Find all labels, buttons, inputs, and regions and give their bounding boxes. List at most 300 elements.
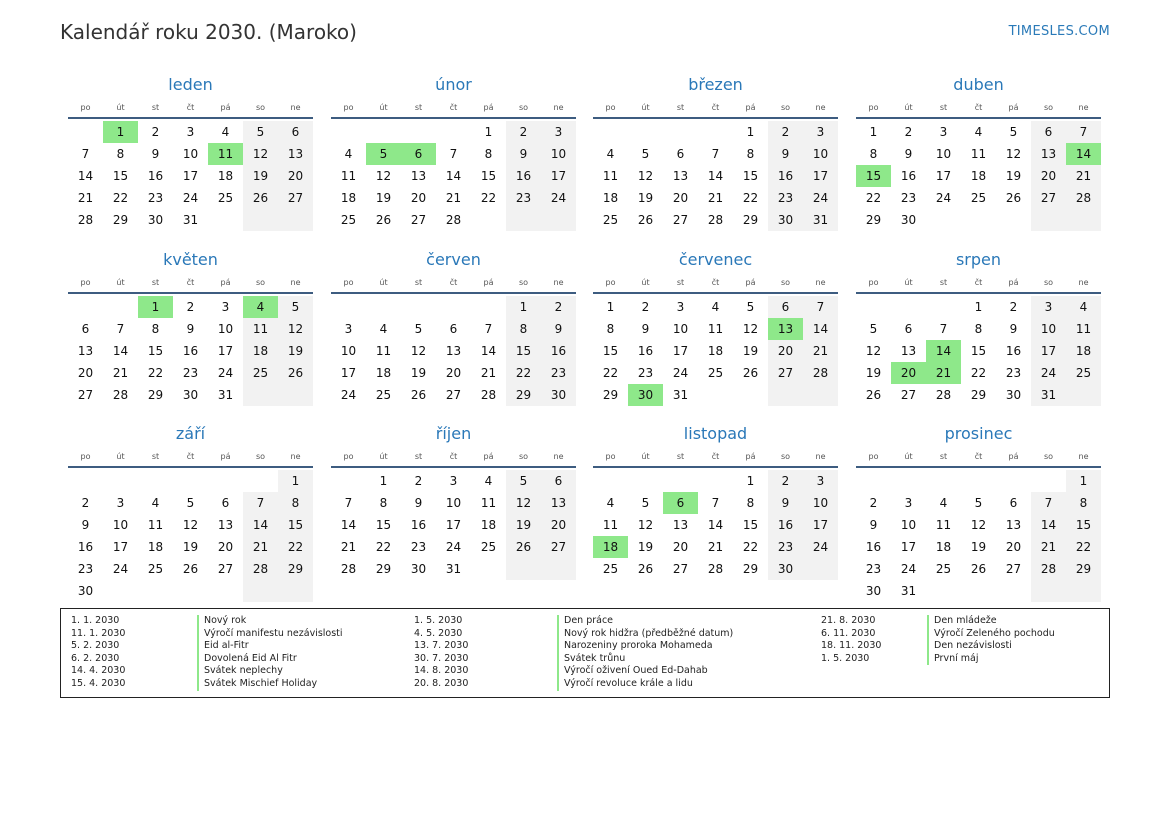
- day-cell: 24: [112, 562, 129, 576]
- day-cell: 28: [112, 388, 129, 402]
- month-červenec: [593, 247, 838, 406]
- weekday-label: st: [414, 451, 423, 461]
- day-cell: 25: [375, 388, 392, 402]
- empty-cell: [401, 296, 436, 318]
- day-cell: 1: [746, 474, 755, 488]
- weekday-label: pá: [220, 102, 231, 112]
- empty-cell: [663, 121, 698, 143]
- day-cell: 17: [1031, 340, 1066, 362]
- weekday-header: [331, 447, 576, 465]
- day-cell: 7: [939, 322, 948, 336]
- holiday-date: 14. 4. 2030: [71, 665, 126, 677]
- day-cell: 3: [186, 125, 195, 139]
- day-cell: 9: [81, 518, 90, 532]
- day-cell: 2: [768, 470, 803, 492]
- empty-cell: [103, 470, 138, 492]
- weekday-label: čt: [711, 451, 720, 461]
- day-cell: 6: [1009, 496, 1018, 510]
- empty-cell: [698, 121, 733, 143]
- day-cell: 26: [506, 536, 541, 558]
- day-cell: 17: [803, 514, 838, 536]
- month-prosinec: [856, 421, 1101, 602]
- day-cell: 28: [243, 558, 278, 580]
- day-cell: 30: [628, 384, 663, 406]
- day-cell: 20: [217, 540, 234, 554]
- day-cell: 31: [445, 562, 462, 576]
- day-cell: 6: [663, 492, 698, 514]
- day-cell: 4: [974, 125, 983, 139]
- holiday-date: 6. 2. 2030: [71, 652, 120, 664]
- day-cell: 10: [900, 518, 917, 532]
- day-cell: 26: [742, 366, 759, 380]
- empty-cell: [173, 470, 208, 492]
- day-cell: 8: [506, 318, 541, 340]
- day-cell: 15: [970, 344, 987, 358]
- day-grid: [593, 121, 838, 231]
- day-cell: 26: [865, 388, 882, 402]
- day-cell: 13: [672, 518, 689, 532]
- day-cell: 14: [480, 344, 497, 358]
- day-cell: 12: [1005, 147, 1022, 161]
- empty-cell: [366, 296, 401, 318]
- day-cell: 16: [147, 169, 164, 183]
- day-cell: 8: [116, 147, 125, 161]
- weekday-header: [593, 98, 838, 116]
- day-cell: 25: [147, 562, 164, 576]
- day-cell: 3: [449, 474, 458, 488]
- day-cell: 19: [637, 540, 654, 554]
- day-cell: 1: [974, 300, 983, 314]
- month-name: září: [175, 424, 206, 443]
- day-cell: 11: [602, 518, 619, 532]
- day-cell: 18: [707, 344, 724, 358]
- day-grid: [856, 296, 1101, 406]
- empty-cell: [243, 384, 278, 406]
- day-cell: 23: [865, 562, 882, 576]
- weekday-label: čt: [186, 102, 195, 112]
- holiday-dates-column: [71, 615, 125, 691]
- empty-cell: [68, 296, 103, 318]
- day-cell: 5: [243, 121, 278, 143]
- day-grid: [593, 296, 838, 406]
- day-cell: 23: [637, 366, 654, 380]
- day-cell: 22: [375, 540, 392, 554]
- day-cell: 29: [742, 562, 759, 576]
- empty-cell: [926, 209, 961, 231]
- day-cell: 23: [410, 540, 427, 554]
- header-rule: [856, 466, 1101, 468]
- day-cell: 16: [182, 344, 199, 358]
- day-cell: 1: [746, 125, 755, 139]
- weekday-label: st: [676, 102, 685, 112]
- weekday-label: pá: [1008, 277, 1019, 287]
- empty-cell: [961, 209, 996, 231]
- header-rule: [593, 466, 838, 468]
- site-link[interactable]: TIMESLES.COM: [1008, 24, 1110, 39]
- weekday-label: so: [780, 102, 791, 112]
- day-cell: 15: [856, 165, 891, 187]
- day-cell: 7: [1066, 121, 1101, 143]
- day-cell: 21: [707, 540, 724, 554]
- holiday-name: Dovolená Eid Al Fitr: [197, 653, 343, 666]
- day-cell: 14: [926, 340, 961, 362]
- month-name: květen: [163, 250, 218, 269]
- empty-cell: [891, 470, 926, 492]
- weekday-label: st: [939, 451, 948, 461]
- weekday-label: so: [780, 277, 791, 287]
- day-cell: 19: [375, 191, 392, 205]
- day-cell: 3: [221, 300, 230, 314]
- weekday-label: út: [904, 451, 913, 461]
- day-cell: 24: [935, 191, 952, 205]
- day-cell: 11: [935, 518, 952, 532]
- month-name: leden: [168, 75, 213, 94]
- day-cell: 6: [81, 322, 90, 336]
- day-cell: 29: [970, 388, 987, 402]
- day-cell: 9: [904, 147, 913, 161]
- day-cell: 17: [182, 169, 199, 183]
- holiday-date: 30. 7. 2030: [414, 652, 469, 664]
- day-cell: 14: [1066, 143, 1101, 165]
- empty-cell: [961, 470, 996, 492]
- holiday-name: První máj: [927, 653, 1055, 666]
- day-cell: 15: [506, 340, 541, 362]
- empty-cell: [103, 296, 138, 318]
- month-květen: [68, 247, 313, 406]
- day-cell: 26: [637, 213, 654, 227]
- weekday-label: st: [151, 451, 160, 461]
- day-cell: 31: [182, 213, 199, 227]
- day-cell: 9: [641, 322, 650, 336]
- day-cell: 29: [147, 388, 164, 402]
- day-cell: 9: [414, 496, 423, 510]
- weekday-label: ne: [553, 451, 564, 461]
- day-cell: 12: [637, 518, 654, 532]
- weekday-label: st: [939, 102, 948, 112]
- weekday-header: [593, 273, 838, 291]
- weekday-label: čt: [449, 102, 458, 112]
- day-cell: 29: [1066, 558, 1101, 580]
- day-cell: 13: [278, 143, 313, 165]
- day-cell: 13: [900, 344, 917, 358]
- day-cell: 21: [926, 362, 961, 384]
- empty-cell: [138, 580, 173, 602]
- day-cell: 2: [81, 496, 90, 510]
- empty-cell: [471, 558, 506, 580]
- weekday-label: so: [255, 102, 266, 112]
- day-cell: 25: [935, 562, 952, 576]
- empty-cell: [471, 296, 506, 318]
- empty-cell: [1066, 384, 1101, 406]
- day-cell: 29: [112, 213, 129, 227]
- day-cell: 30: [768, 558, 803, 580]
- day-cell: 27: [672, 562, 689, 576]
- day-cell: 5: [186, 496, 195, 510]
- day-cell: 8: [746, 147, 755, 161]
- empty-cell: [1066, 580, 1101, 602]
- weekday-label: pá: [220, 451, 231, 461]
- day-cell: 20: [278, 165, 313, 187]
- day-cell: 21: [445, 191, 462, 205]
- day-cell: 12: [865, 344, 882, 358]
- empty-cell: [698, 384, 733, 406]
- day-cell: 30: [410, 562, 427, 576]
- day-cell: 8: [278, 492, 313, 514]
- weekday-label: st: [676, 451, 685, 461]
- empty-cell: [243, 209, 278, 231]
- day-cell: 28: [935, 388, 952, 402]
- day-grid: [593, 470, 838, 580]
- day-cell: 8: [606, 322, 615, 336]
- day-cell: 25: [480, 540, 497, 554]
- month-září: [68, 421, 313, 602]
- page-title: Kalendář roku 2030. (Maroko): [60, 20, 357, 44]
- day-cell: 16: [768, 514, 803, 536]
- day-cell: 14: [445, 169, 462, 183]
- day-cell: 5: [641, 147, 650, 161]
- weekday-label: po: [343, 451, 354, 461]
- empty-cell: [506, 209, 541, 231]
- empty-cell: [68, 121, 103, 143]
- day-cell: 2: [186, 300, 195, 314]
- day-grid: [68, 121, 313, 231]
- day-cell: 12: [970, 518, 987, 532]
- weekday-label: čt: [711, 277, 720, 287]
- day-cell: 1: [484, 125, 493, 139]
- day-cell: 17: [935, 169, 952, 183]
- day-cell: 8: [746, 496, 755, 510]
- day-cell: 19: [637, 191, 654, 205]
- day-grid: [856, 121, 1101, 231]
- day-cell: 22: [480, 191, 497, 205]
- day-cell: 29: [742, 213, 759, 227]
- day-cell: 19: [865, 366, 882, 380]
- empty-cell: [506, 558, 541, 580]
- day-cell: 11: [480, 496, 497, 510]
- day-cell: 20: [672, 540, 689, 554]
- day-cell: 10: [112, 518, 129, 532]
- month-říjen: [331, 421, 576, 580]
- day-cell: 25: [602, 562, 619, 576]
- weekday-label: pá: [483, 451, 494, 461]
- day-cell: 14: [707, 518, 724, 532]
- weekday-label: pá: [745, 451, 756, 461]
- weekday-label: ne: [1078, 277, 1089, 287]
- day-cell: 1: [506, 296, 541, 318]
- month-srpen: [856, 247, 1101, 406]
- day-cell: 7: [449, 147, 458, 161]
- day-cell: 14: [112, 344, 129, 358]
- day-cell: 11: [208, 143, 243, 165]
- month-březen: [593, 72, 838, 231]
- day-cell: 8: [1066, 492, 1101, 514]
- day-cell: 11: [243, 318, 278, 340]
- day-cell: 13: [410, 169, 427, 183]
- empty-cell: [996, 209, 1031, 231]
- day-cell: 24: [541, 187, 576, 209]
- day-cell: 15: [112, 169, 129, 183]
- weekday-label: so: [780, 451, 791, 461]
- day-cell: 5: [414, 322, 423, 336]
- day-cell: 29: [375, 562, 392, 576]
- day-cell: 31: [900, 584, 917, 598]
- day-cell: 28: [1031, 558, 1066, 580]
- header-rule: [68, 117, 313, 119]
- empty-cell: [628, 121, 663, 143]
- day-cell: 22: [1066, 536, 1101, 558]
- empty-cell: [803, 558, 838, 580]
- day-cell: 23: [506, 187, 541, 209]
- empty-cell: [733, 384, 768, 406]
- day-cell: 12: [410, 344, 427, 358]
- day-cell: 1: [1066, 470, 1101, 492]
- day-cell: 3: [939, 125, 948, 139]
- day-cell: 22: [865, 191, 882, 205]
- empty-cell: [803, 384, 838, 406]
- header-rule: [331, 117, 576, 119]
- month-name: duben: [953, 75, 1004, 94]
- day-cell: 22: [147, 366, 164, 380]
- day-cell: 7: [81, 147, 90, 161]
- day-cell: 2: [414, 474, 423, 488]
- day-cell: 26: [410, 388, 427, 402]
- month-name: prosinec: [944, 424, 1013, 443]
- day-cell: 26: [278, 362, 313, 384]
- day-cell: 15: [1066, 514, 1101, 536]
- day-cell: 18: [1066, 340, 1101, 362]
- day-cell: 22: [742, 191, 759, 205]
- holiday-date: 1. 5. 2030: [414, 615, 463, 626]
- day-cell: 24: [1031, 362, 1066, 384]
- day-cell: 9: [151, 147, 160, 161]
- weekday-label: st: [939, 277, 948, 287]
- holiday-name: Den mládeže: [927, 615, 1055, 628]
- day-cell: 14: [77, 169, 94, 183]
- day-cell: 13: [77, 344, 94, 358]
- day-cell: 29: [865, 213, 882, 227]
- empty-cell: [471, 209, 506, 231]
- empty-cell: [541, 558, 576, 580]
- day-cell: 4: [243, 296, 278, 318]
- day-cell: 6: [221, 496, 230, 510]
- day-cell: 18: [217, 169, 234, 183]
- month-únor: [331, 72, 576, 231]
- day-grid: [68, 470, 313, 602]
- day-cell: 20: [541, 514, 576, 536]
- empty-cell: [628, 470, 663, 492]
- month-name: únor: [435, 75, 472, 94]
- day-cell: 2: [869, 496, 878, 510]
- day-cell: 13: [541, 492, 576, 514]
- day-cell: 20: [891, 362, 926, 384]
- day-cell: 12: [506, 492, 541, 514]
- day-cell: 1: [278, 470, 313, 492]
- empty-cell: [366, 121, 401, 143]
- weekday-label: ne: [815, 277, 826, 287]
- day-cell: 30: [865, 584, 882, 598]
- weekday-label: po: [868, 102, 879, 112]
- empty-cell: [103, 580, 138, 602]
- day-cell: 4: [711, 300, 720, 314]
- weekday-label: so: [518, 451, 529, 461]
- day-cell: 24: [340, 388, 357, 402]
- empty-cell: [1031, 470, 1066, 492]
- day-cell: 31: [217, 388, 234, 402]
- day-cell: 18: [602, 191, 619, 205]
- day-cell: 5: [746, 300, 755, 314]
- day-cell: 24: [803, 536, 838, 558]
- day-cell: 9: [768, 492, 803, 514]
- day-cell: 7: [484, 322, 493, 336]
- day-cell: 28: [707, 213, 724, 227]
- day-cell: 4: [151, 496, 160, 510]
- weekday-label: út: [116, 277, 125, 287]
- day-cell: 24: [803, 187, 838, 209]
- day-cell: 12: [375, 169, 392, 183]
- day-cell: 12: [182, 518, 199, 532]
- weekday-label: pá: [1008, 102, 1019, 112]
- holiday-date: 20. 8. 2030: [414, 677, 469, 689]
- weekday-label: ne: [1078, 451, 1089, 461]
- holiday-name: Výročí revoluce krále a lidu: [557, 678, 733, 691]
- day-cell: 21: [707, 191, 724, 205]
- day-cell: 2: [904, 125, 913, 139]
- holiday-name: Svátek Mischief Holiday: [197, 678, 343, 691]
- holiday-name: Den nezávislosti: [927, 640, 1055, 653]
- day-cell: 21: [112, 366, 129, 380]
- day-cell: 8: [869, 147, 878, 161]
- day-cell: 27: [1005, 562, 1022, 576]
- day-cell: 19: [1005, 169, 1022, 183]
- day-cell: 11: [1066, 318, 1101, 340]
- holiday-name: Narozeniny proroka Mohameda: [557, 640, 733, 653]
- day-grid: [68, 296, 313, 406]
- day-cell: 27: [77, 388, 94, 402]
- weekday-label: út: [116, 102, 125, 112]
- day-cell: 5: [869, 322, 878, 336]
- empty-cell: [996, 580, 1031, 602]
- day-cell: 27: [541, 536, 576, 558]
- weekday-label: po: [80, 277, 91, 287]
- day-cell: 30: [900, 213, 917, 227]
- holiday-date: 13. 7. 2030: [414, 640, 469, 652]
- empty-cell: [1031, 580, 1066, 602]
- holiday-date: 1. 1. 2030: [71, 615, 120, 626]
- day-cell: 20: [1005, 540, 1022, 554]
- day-cell: 19: [243, 165, 278, 187]
- day-cell: 14: [340, 518, 357, 532]
- day-cell: 27: [278, 187, 313, 209]
- day-grid: [331, 296, 576, 406]
- weekday-header: [68, 447, 313, 465]
- day-cell: 16: [506, 165, 541, 187]
- day-cell: 12: [637, 169, 654, 183]
- day-cell: 30: [182, 388, 199, 402]
- day-cell: 3: [541, 121, 576, 143]
- day-cell: 2: [641, 300, 650, 314]
- weekday-label: st: [151, 277, 160, 287]
- day-cell: 17: [112, 540, 129, 554]
- weekday-label: čt: [711, 102, 720, 112]
- empty-cell: [173, 580, 208, 602]
- empty-cell: [1066, 209, 1101, 231]
- day-cell: 7: [711, 147, 720, 161]
- day-cell: 17: [445, 518, 462, 532]
- day-cell: 9: [869, 518, 878, 532]
- weekday-label: po: [343, 102, 354, 112]
- day-cell: 7: [1031, 492, 1066, 514]
- day-cell: 6: [449, 322, 458, 336]
